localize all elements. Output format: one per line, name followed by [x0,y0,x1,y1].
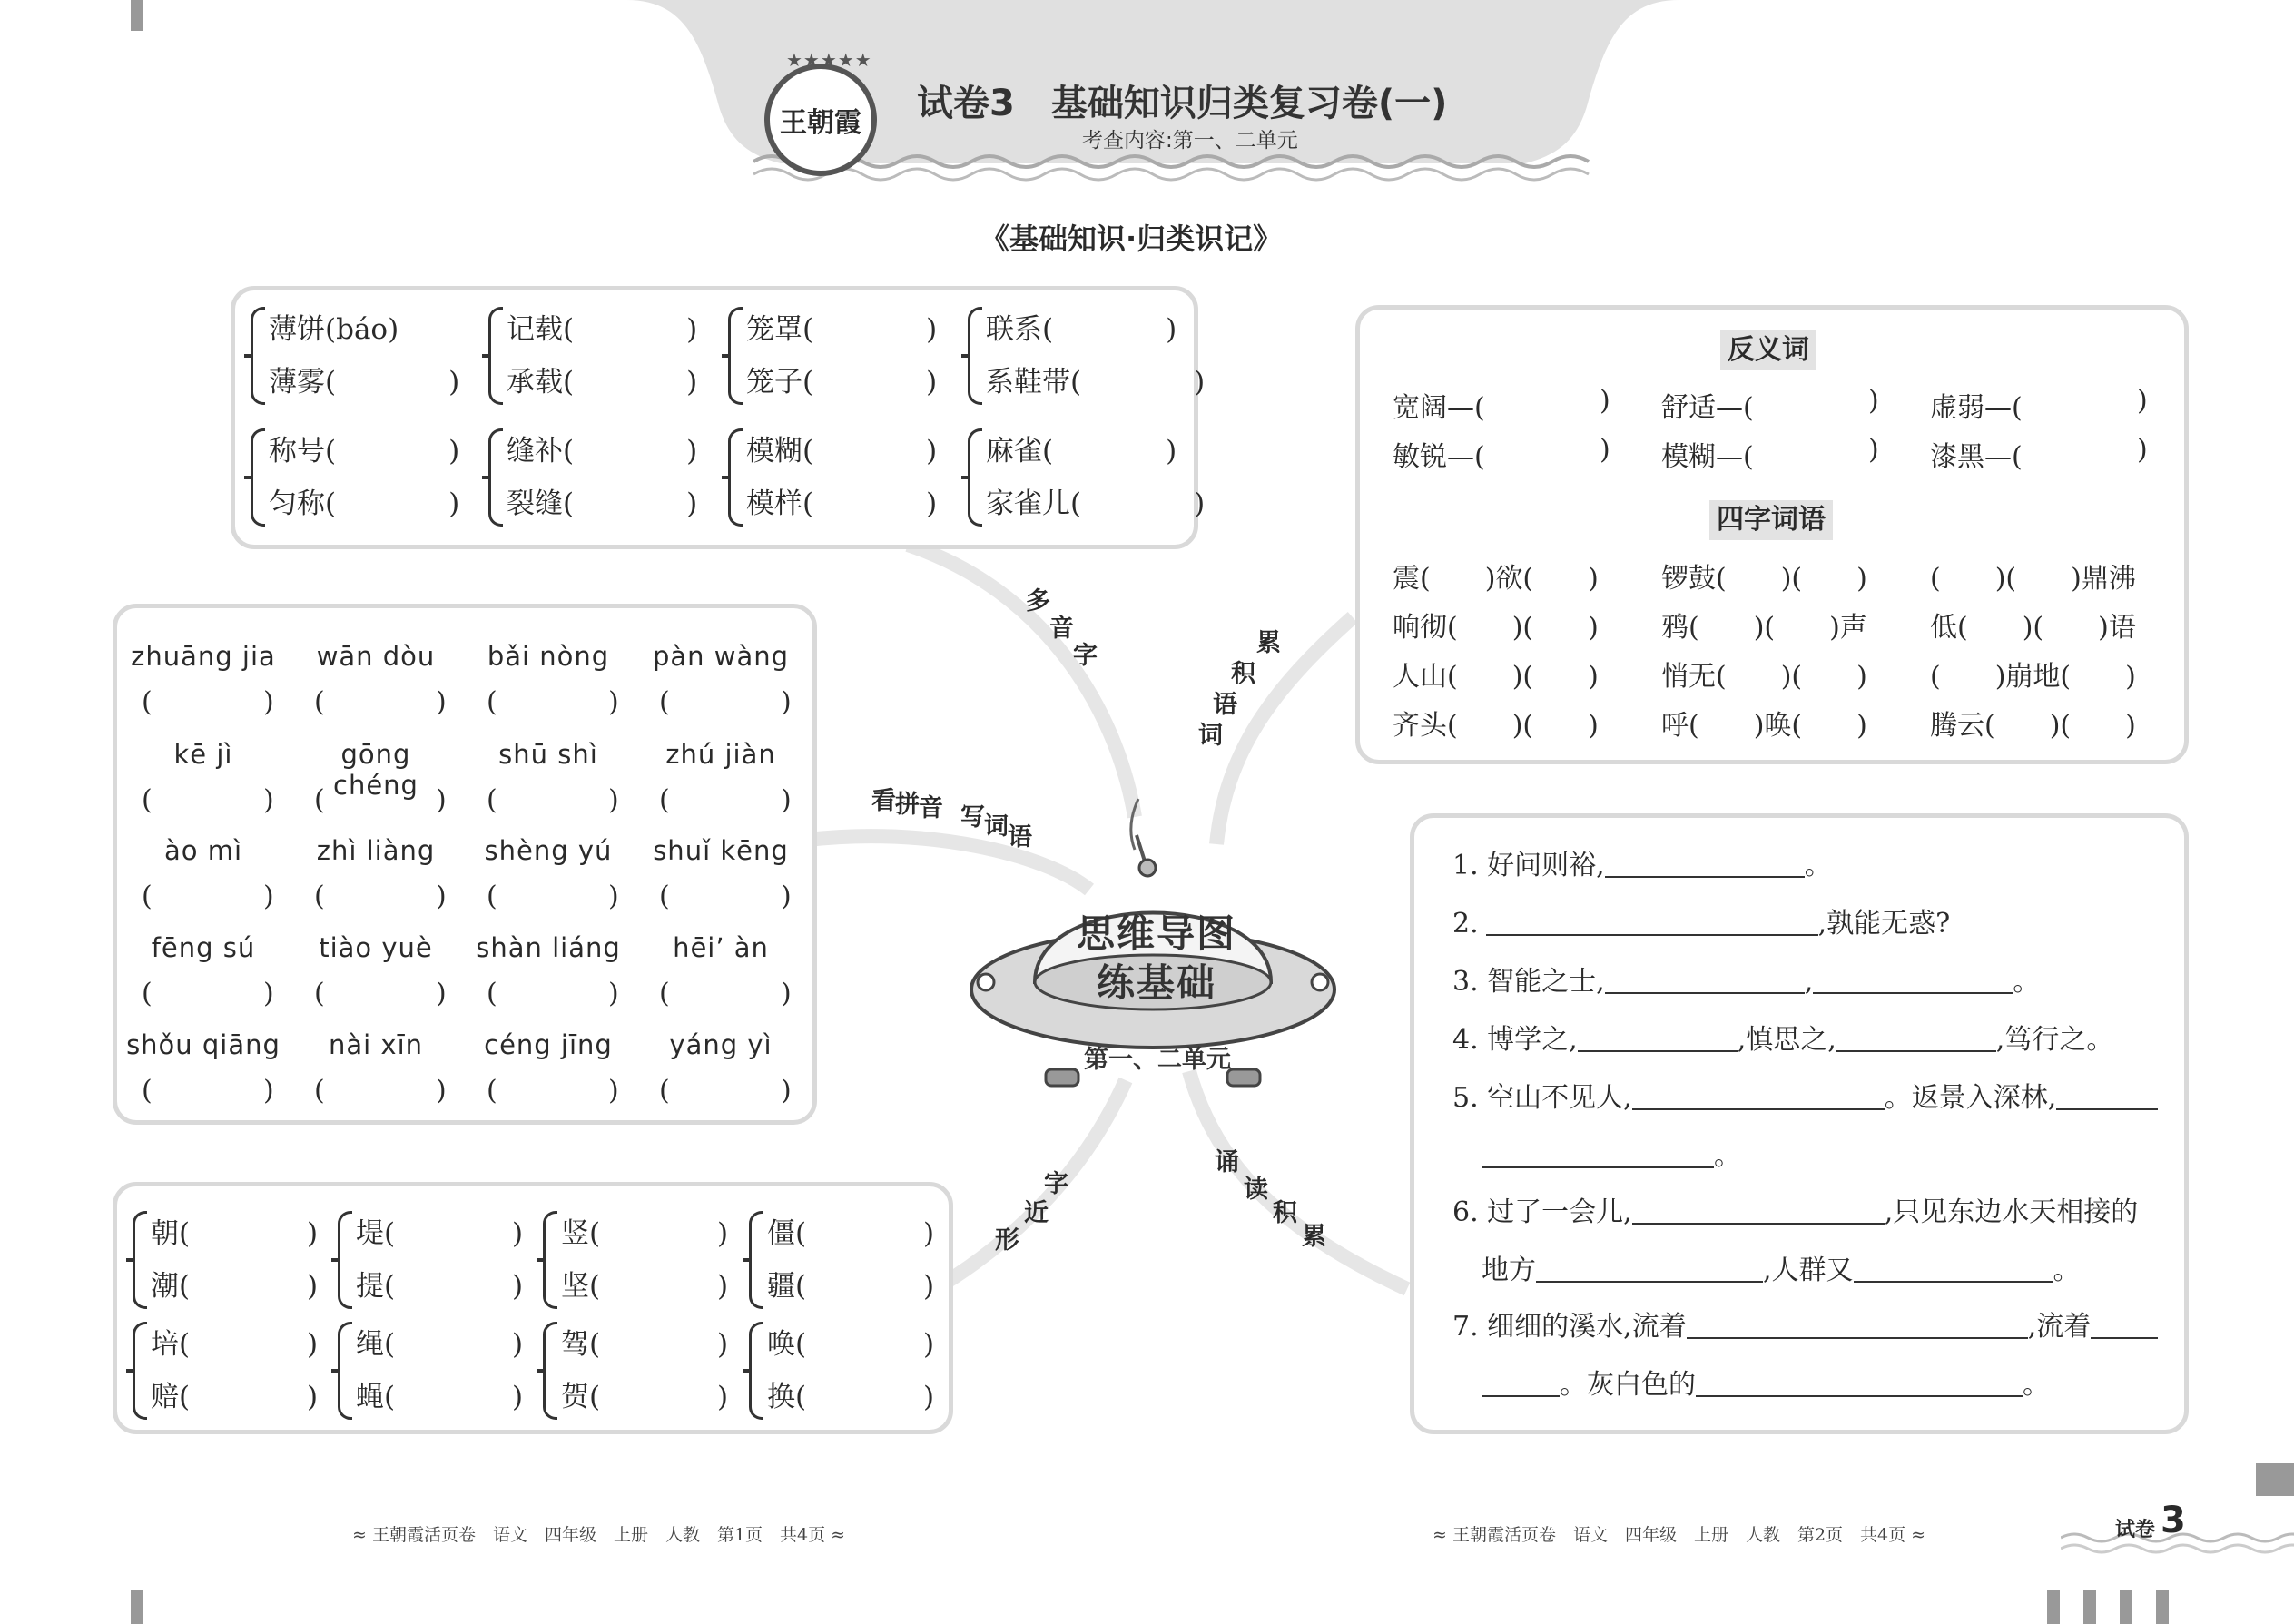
polyphone-word: 裂缝( ) [507,487,698,520]
similar-char-text: 潮( [151,1270,191,1303]
branch-char: 形 [995,1226,1019,1255]
paren-open: ( [142,686,153,718]
branch-char: 字 [1044,1170,1068,1198]
polyphone-word: 匀称( ) [269,487,460,520]
center-unit: 第一、二单元 [1084,1046,1231,1074]
paren-open: ( [314,686,325,718]
similar-char-text: 坚( [561,1270,601,1303]
answer-blank[interactable] [1687,1312,2028,1339]
answer-paren[interactable] [314,978,450,1010]
polyphone-word: 系鞋带( ) [986,366,1206,399]
similar-char-text: 换( [767,1381,807,1413]
antonym-text: 漆黑—( [1930,441,2023,473]
recite-q1: 1. 好问则裕, 。 [1452,850,1832,881]
paren-close: ) [781,978,792,1009]
polyphone-word: 称号( ) [269,435,460,468]
branch-recite [1215,1149,1342,1258]
paren-close: ) [436,978,447,1009]
polyphone-word: 家雀儿( ) [986,487,1206,520]
branch-char: 拼 [895,791,920,819]
answer-paren[interactable] [142,784,278,817]
answer-blank[interactable] [1836,1025,1996,1052]
branch-char: 写 [960,803,985,832]
similar-char-group [356,1318,528,1427]
antonym-text: 模糊—( [1661,441,1754,473]
idiom-item: 响彻( )( ) [1393,612,1599,644]
branch-char: 近 [1024,1199,1049,1227]
paren-close: ) [1600,385,1610,417]
paren-open: ( [487,1075,497,1107]
antonym-text: 敏锐—( [1393,441,1485,473]
similar-char-group [561,1318,733,1427]
polyphone-word: 联系( ) [986,313,1177,346]
idiom-item: 锣鼓( )( ) [1661,563,1867,595]
polyphone-group [269,425,460,534]
paren-close: ) [1868,434,1879,466]
branch-char: 多 [1026,587,1050,615]
branch-char: 累 [1256,629,1281,657]
branch-pinyin [871,788,1053,851]
branch-char: 积 [1231,660,1255,688]
polyphone-word: 记载( ) [507,313,698,346]
pinyin-word: shǒu qiāng [126,1029,281,1060]
paren-close: ) [923,1381,935,1413]
similar-char-text: 堤( [356,1217,396,1250]
similar-char-text: 疆( [767,1270,807,1303]
antonym-text: 宽阔—( [1393,392,1485,424]
similar-char-text: 竖( [561,1217,601,1250]
paren-open: ( [487,881,497,912]
similar-char [561,1318,729,1371]
pinyin-word: fēng sú [151,932,256,963]
branch-char: 积 [1273,1199,1297,1227]
answer-paren[interactable] [314,784,450,817]
answer-blank[interactable] [1813,967,2013,994]
answer-blank[interactable] [1482,1141,1714,1168]
paren-open: ( [142,978,153,1009]
paren-close: ) [436,686,447,718]
branch-char: 词 [1198,722,1223,750]
similar-char [151,1260,319,1313]
polyphone-group [986,425,1206,534]
paren-close: ) [608,784,619,816]
section-title: 《基础知识·归类识记》 [980,221,1283,256]
polyphone-group [507,303,698,412]
paren-close: ) [307,1270,319,1303]
antonym-item [1930,434,2148,474]
similar-char-group [356,1207,528,1316]
similar-char [561,1207,729,1260]
paren-open: ( [659,881,670,912]
paren-close: ) [923,1328,935,1361]
paren-open: ( [314,784,325,816]
paren-close: ) [608,978,619,1009]
similar-char [356,1207,524,1260]
paren-close: ) [512,1270,524,1303]
answer-paren[interactable] [487,784,623,817]
paren-close: ) [717,1381,729,1413]
answer-blank[interactable] [1632,1197,1885,1225]
paren-close: ) [923,1270,935,1303]
paren-close: ) [263,784,274,816]
recite-q3: 3. 智能之士, , 。 [1452,966,2041,998]
pinyin-word: céng jīng [484,1029,613,1060]
paren-open: ( [659,978,670,1009]
answer-paren[interactable] [314,686,450,719]
antonym-text: 虚弱—( [1930,392,2023,424]
paren-close: ) [263,881,274,912]
polyphone-group [507,425,698,534]
recite-q6: 6. 过了一会儿, ,只见东边水天相接的 [1452,1196,2139,1228]
center-title-line2: 练基础 [1097,960,1217,1005]
center-title-line1: 思维导图 [1077,911,1237,956]
paren-open: ( [142,881,153,912]
answer-paren[interactable] [659,1075,795,1107]
similar-char-group [151,1318,323,1427]
pinyin-word: shuǐ kēng [653,835,789,866]
idiom-item: 低( )( )语 [1930,612,2136,644]
paren-close: ) [307,1381,319,1413]
answer-paren[interactable] [142,1075,278,1107]
answer-paren[interactable] [487,978,623,1010]
pinyin-word: hēi’ àn [673,932,769,963]
pinyin-word: zhì liàng [316,835,436,866]
paren-close: ) [307,1217,319,1250]
answer-blank[interactable] [1854,1255,2053,1283]
idiom-item: 腾云( )( ) [1930,710,2136,742]
polyphone-group [986,303,1206,412]
pinyin-word: bǎi nòng [487,641,610,672]
answer-paren[interactable] [659,686,795,719]
paren-close: ) [717,1328,729,1361]
paren-close: ) [263,686,274,718]
branch-char: 字 [1073,642,1098,670]
polyphone-word: 模糊( ) [746,435,938,468]
similar-char-text: 朝( [151,1217,191,1250]
branch-char: 读 [1244,1176,1268,1204]
paren-close: ) [512,1217,524,1250]
branch-char: 词 [984,812,1009,841]
branch-char: 诵 [1215,1148,1239,1176]
paren-close: ) [1868,385,1879,417]
branch-accumulate [1195,629,1281,757]
paren-close: ) [717,1270,729,1303]
answer-paren[interactable] [487,686,623,719]
idiom-item: 齐头( )( ) [1393,710,1599,742]
paren-close: ) [608,686,619,718]
antonym-item [1393,434,1610,474]
similar-char-text: 培( [151,1328,191,1361]
similar-char-group [151,1207,323,1316]
polyphone-group [746,303,938,412]
similar-char [151,1371,319,1423]
pinyin-word: shàn liáng [476,932,621,963]
pinyin-word: kē jì [173,739,233,770]
pinyin-word: zhuāng jia [131,641,276,672]
similar-char-group [767,1318,940,1427]
similar-char [767,1207,935,1260]
footer-right: ≈ 王朝霞活页卷 语文 四年级 上册 人教 第2页 共4页 ≈ [1433,1525,1926,1545]
pinyin-word: pàn wàng [652,641,790,672]
branch-char: 看 [871,787,896,815]
paren-close: ) [436,1075,447,1107]
paren-close: ) [781,784,792,816]
recite-q7-cont: 。灰白色的 。 [1482,1362,2050,1402]
antonym-item [1661,434,1879,474]
polyphone-word: 薄雾( ) [269,366,460,399]
branch-char: 累 [1302,1223,1326,1251]
similar-char-text: 僵( [767,1217,807,1250]
branch-char: 音 [1049,615,1074,643]
pinyin-word: tiào yuè [319,932,433,963]
branch-char: 音 [919,794,943,822]
paper-tag-label: 试卷 [2115,1519,2156,1541]
idiom-item: ( )( )鼎沸 [1930,563,2136,595]
paren-open: ( [314,1075,325,1107]
similar-char [151,1318,319,1371]
similar-char [356,1260,524,1313]
page-title: 试卷3 基础知识归类复习卷(一) [917,83,1448,124]
paren-open: ( [314,881,325,912]
similar-char-text: 赔( [151,1381,191,1413]
similar-char [767,1318,935,1371]
answer-blank[interactable] [1605,967,1805,994]
paren-close: ) [781,881,792,912]
recite-q5-cont: 。 [1482,1133,1741,1173]
pinyin-word: nài xīn [328,1029,424,1060]
branch-char: 语 [1213,691,1237,719]
answer-paren[interactable] [142,686,278,719]
paren-open: ( [659,1075,670,1107]
antonym-item [1930,385,2148,425]
answer-paren[interactable] [659,881,795,913]
polyphone-word: 麻雀( ) [986,435,1177,468]
answer-paren[interactable] [659,978,795,1010]
similar-char [561,1371,729,1423]
similar-char [151,1207,319,1260]
paren-close: ) [717,1217,729,1250]
answer-blank[interactable] [2091,1312,2158,1339]
similar-char [767,1371,935,1423]
paren-open: ( [487,784,497,816]
branch-char: 语 [1008,823,1032,851]
paren-close: ) [923,1217,935,1250]
pinyin-word: zhú jiàn [665,739,776,770]
idiom-item: 鸦( )( )声 [1661,612,1867,644]
idiom-item: 人山( )( ) [1393,661,1599,693]
answer-paren[interactable] [487,881,623,913]
polyphone-group [269,303,460,412]
similar-char-text: 贺( [561,1381,601,1413]
polyphone-word: 模样( ) [746,487,938,520]
similar-char [561,1260,729,1313]
pinyin-word: ào mì [163,835,243,866]
similar-char-group [767,1207,940,1316]
polyphone-group [746,425,938,534]
pinyin-word: wān dòu [316,641,436,672]
recite-q5: 5. 空山不见人, 。返景入深林, [1452,1075,2158,1115]
similar-char [356,1318,524,1371]
pinyin-word: shū shì [498,739,598,770]
answer-paren[interactable] [314,881,450,913]
answer-blank[interactable] [2056,1083,2158,1110]
pinyin-word: gōng chéng [333,739,418,801]
paren-close: ) [263,1075,274,1107]
page-subtitle: 考查内容:第一、二单元 [1082,129,1298,153]
paren-close: ) [436,881,447,912]
similar-char-group [561,1207,733,1316]
similar-char-text: 蝇( [356,1381,396,1413]
paren-close: ) [781,1075,792,1107]
paren-close: ) [512,1328,524,1361]
idiom-item: ( )崩地( ) [1930,661,2136,693]
paren-close: ) [263,978,274,1009]
idiom-heading: 四字词语 [1709,500,1833,540]
answer-paren[interactable] [659,784,795,817]
answer-blank[interactable] [1578,1025,1738,1052]
logo-text: 王朝霞 [780,107,861,139]
answer-blank[interactable] [1696,1370,2023,1397]
polyphone-word: 承载( ) [507,366,698,399]
answer-blank[interactable] [1632,1083,1885,1110]
paren-close: ) [608,1075,619,1107]
paren-open: ( [314,978,325,1009]
recite-q7: 7. 细细的溪水,流着 ,流着 [1452,1304,2158,1343]
pinyin-word: shèng yú [484,835,613,866]
polyphone-word: 薄饼(báo) [269,313,399,346]
paren-open: ( [487,686,497,718]
paren-close: ) [2137,385,2148,417]
paren-close: ) [2137,434,2148,466]
antonym-item [1393,385,1610,425]
paren-open: ( [487,978,497,1009]
polyphone-word: 笼子( ) [746,366,938,399]
logo-stars: ★★★★★ [786,49,872,71]
pinyin-word: yáng yì [669,1029,773,1060]
polyphone-word: 缝补( ) [507,435,698,468]
similar-char-text: 绳( [356,1328,396,1361]
branch-polyphone [1026,588,1108,679]
paper-tag-number: 3 [2161,1500,2186,1541]
recite-q4: 4. 博学之, ,慎思之, ,笃行之。 [1452,1024,2114,1056]
similar-char-text: 驾( [561,1328,601,1361]
paren-close: ) [781,686,792,718]
paren-open: ( [142,1075,153,1107]
paren-close: ) [512,1381,524,1413]
answer-paren[interactable] [142,881,278,913]
paren-open: ( [659,784,670,816]
antonym-text: 舒适—( [1661,392,1754,424]
idiom-item: 悄无( )( ) [1661,661,1867,693]
paren-open: ( [659,686,670,718]
idiom-item: 呼( )唤( ) [1661,710,1867,742]
similar-char-text: 提( [356,1270,396,1303]
recite-q6-cont: 地方 ,人群又 。 [1482,1255,2081,1286]
answer-blank[interactable] [1536,1255,1763,1283]
antonym-item [1661,385,1879,425]
branch-similar [991,1171,1073,1271]
idiom-item: 震( )欲( ) [1393,563,1599,595]
similar-char-text: 唤( [767,1328,807,1361]
answer-paren[interactable] [314,1075,450,1107]
answer-blank[interactable] [1605,851,1805,878]
paren-close: ) [1600,434,1610,466]
paren-close: ) [436,784,447,816]
recite-q2: 2. ,孰能无惑? [1452,908,1951,940]
polyphone-word: 笼罩( ) [746,313,938,346]
answer-blank[interactable] [1486,909,1818,936]
answer-blank[interactable] [1482,1370,1560,1397]
answer-paren[interactable] [142,978,278,1010]
paren-open: ( [142,784,153,816]
similar-char [767,1260,935,1313]
paren-close: ) [608,881,619,912]
similar-char [356,1371,524,1423]
footer-left: ≈ 王朝霞活页卷 语文 四年级 上册 人教 第1页 共4页 ≈ [352,1525,846,1545]
antonym-heading: 反义词 [1720,330,1816,370]
answer-paren[interactable] [487,1075,623,1107]
paren-close: ) [307,1328,319,1361]
